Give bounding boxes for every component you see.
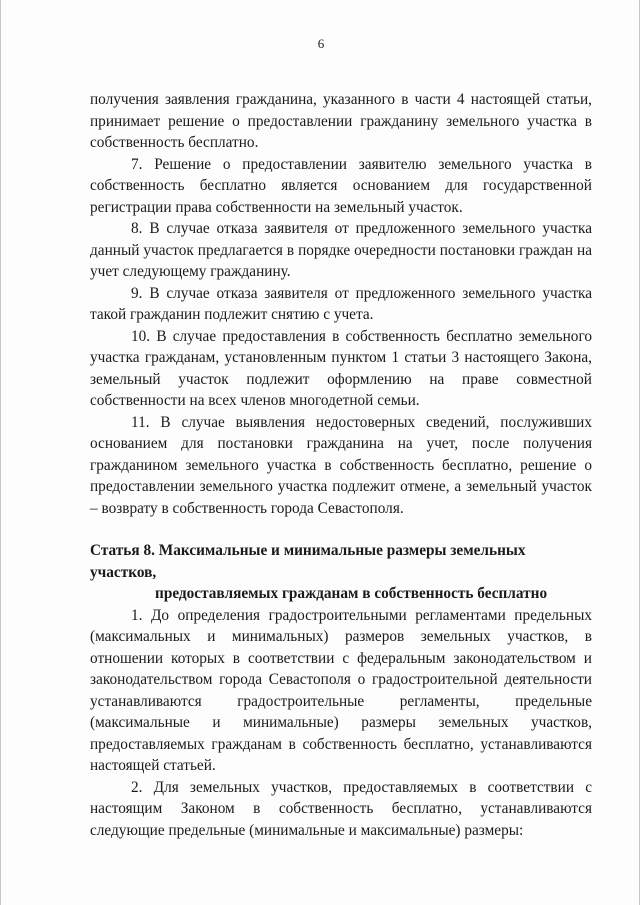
document-body <box>90 89 592 841</box>
article-heading <box>90 540 592 605</box>
article-heading-line1: Статья 8. Максимальные и минимальные размеры земельных участков, <box>90 542 526 581</box>
paragraph-7: 7. Решение о предоставлении заявителю земельного участка в собственность бесплатно является основанием для государственной регистрации права собственности на земельный участок. <box>90 155 592 216</box>
article-8-paragraph-2: 2. Для земельных участков, предоставляемых в соответствии с настоящим Законом в собственность бесплатно, устанавливаются следующие предельные (минимальные и максимальные) размеры: <box>90 778 592 839</box>
paragraph-9: 9. В случае отказа заявителя от предложенного земельного участка такой гражданин подлежит снятию с учета. <box>90 284 592 323</box>
page-number: 6 <box>317 36 325 51</box>
article-8-paragraph-1: 1. До определения градостроительными регламентами предельных (максимальных и минимальных) размеров земельных участков, в отношении которых в соответствии с федеральным законодательством и законодательством города Севастополя о градостроительной деятельности устанавливаются градостроительные регламенты, предельные (максимальные и минимальные) размеры земельных участков, предоставляемых гражданам в собственность бесплатно, устанавливаются настоящей статьей. <box>90 606 592 774</box>
paragraph-10: 10. В случае предоставления в собственность бесплатно земельного участка гражданам, установленным пунктом 1 статьи 3 настоящего Закона, земельный участок подлежит оформлению на праве совместной собственности на всех членов многодетной семьи. <box>90 327 592 409</box>
article-heading-line2: предоставляемых гражданам в собственность бесплатно <box>155 585 548 602</box>
paragraph-continuation: получения заявления гражданина, указанного в части 4 настоящей статьи, принимает решение о предоставлении гражданину земельного участка в собственность бесплатно. <box>90 91 592 151</box>
paragraph-11: 11. В случае выявления недостоверных сведений, послуживших основанием для постановки гражданина на учет, после получения гражданином земельного участка в собственность бесплатно, решение о предоставлении земельного участка подлежит отмене, а земельный участок – возврату в собственность города Севастополя. <box>90 413 592 517</box>
paragraph-8: 8. В случае отказа заявителя от предложенного земельного участка данный участок предлагается в порядке очередности постановки граждан на учет следующему гражданину. <box>90 220 592 280</box>
